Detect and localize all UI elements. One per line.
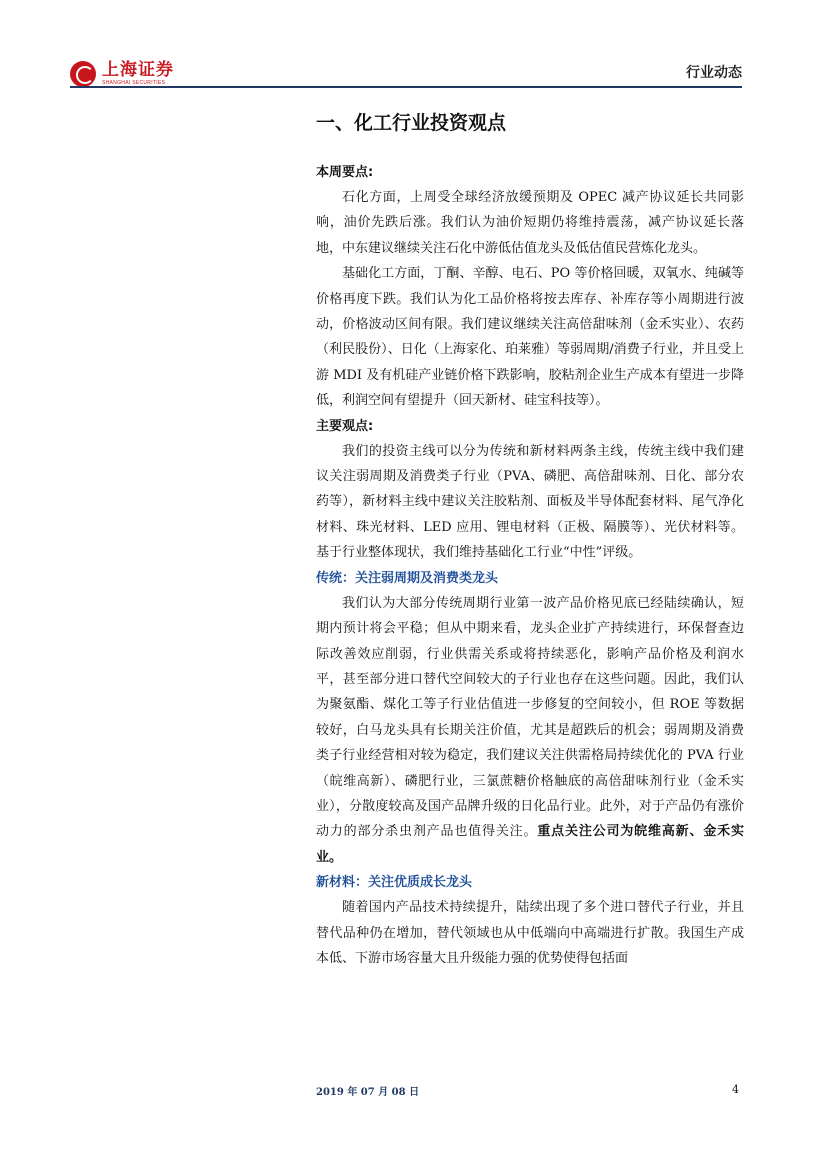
key-companies-text: 重点关注公司为皖维高新、金禾实业。 — [316, 824, 744, 865]
investment-thesis-paragraph: 我们的投资主线可以分为传统和新材料两条主线，传统主线中我们建议关注弱周期及消费类子行业（PVA、磷肥、高倍甜味剂、日化、部分农药等），新材料主线中建议关注胶粘剂、面板及半导体配套材料、尾气净化材料、珠光材料、LED 应用、锂电材料（正极、隔膜等）、光伏材料等。基于行业整体现状，我们维持基础化工行业“中性”评级。 — [316, 443, 744, 561]
traditional-heading: 传统：关注弱周期及消费类龙头 — [316, 570, 499, 586]
header-divider — [70, 86, 742, 88]
company-logo — [70, 60, 174, 87]
report-type-label: 行业动态 — [686, 65, 742, 81]
page-number: 4 — [732, 1083, 739, 1096]
traditional-text: 我们认为大部分传统周期行业第一波产品价格见底已经陆续确认，短期内预计将会平稳；但从中期来看，龙头企业扩产持续进行，环保督查边际改善效应削弱，行业供需关系或将持续恶化，影响产品价格及利润水平，甚至部分进口替代空间较大的子行业也存在这些问题。因此，我们认为聚氨酯、煤化工等子行业估值进一步修复的空间较小，但 ROE 等数据较好，白马龙头具有长期关注价值，尤其是超跌后的机会；弱周期及消费类子行业经营相对较为稳定，我们建议关注供需格局持续优化的 PVA 行业（皖维高新）、磷肥行业，三氯蔗糖价格触底的高倍甜味剂行业（金禾实业），分散度较高及国产品牌升级的日化品行业。此外，对于产品仍有涨价动力的部分杀虫剂产品也值得关注。 — [316, 595, 744, 840]
section-title: 一、化工行业投资观点 — [316, 112, 507, 134]
main-view-heading: 主要观点: — [316, 418, 374, 434]
report-date: 2019 年 07 月 08 日 — [316, 1087, 420, 1098]
traditional-paragraph — [316, 591, 744, 870]
new-materials-heading: 新材料：关注优质成长龙头 — [316, 875, 473, 891]
logo-subtitle: SHANGHAI SECURITIES — [102, 80, 166, 86]
new-materials-paragraph: 随着国内产品技术持续提升，陆续出现了多个进口替代子行业，并且替代品种仍在增加，替代领域也从中低端向中高端进行扩散。我国生产成本低、下游市场容量大且升级能力强的优势使得包括面 — [316, 900, 744, 966]
basic-chemical-paragraph: 基础化工方面，丁酮、辛醇、电石、PO 等价格回暖，双氧水、纯碱等价格再度下跌。我们认为化工品价格将按去库存、补库存等小周期进行波动，价格波动区间有限。我们建议继续关注高倍甜味剂（金禾实业）、农药（利民股份）、日化（上海家化、珀莱雅）等弱周期/消费子行业，并且受上游 MDI 及有机硅产业链价格下跌影响，胶粘剂企业生产成本有望进一步降低，利润空间有望提升（回天新材、硅宝科技等）。 — [316, 266, 744, 409]
weekly-points-heading: 本周要点: — [316, 165, 374, 180]
petrochemical-paragraph: 石化方面，上周受全球经济放缓预期及 OPEC 减产协议延长共同影响，油价先跌后涨。我们认为油价短期仍将维持震荡，减产协议延长落地，中东建议继续关注石化中游低估值龙头及低估值民营炼化龙头。 — [316, 190, 744, 256]
report-body — [316, 160, 744, 971]
logo-text — [102, 60, 174, 87]
logo-emblem-icon — [70, 61, 96, 87]
logo-name: 上海证券 — [102, 60, 174, 80]
